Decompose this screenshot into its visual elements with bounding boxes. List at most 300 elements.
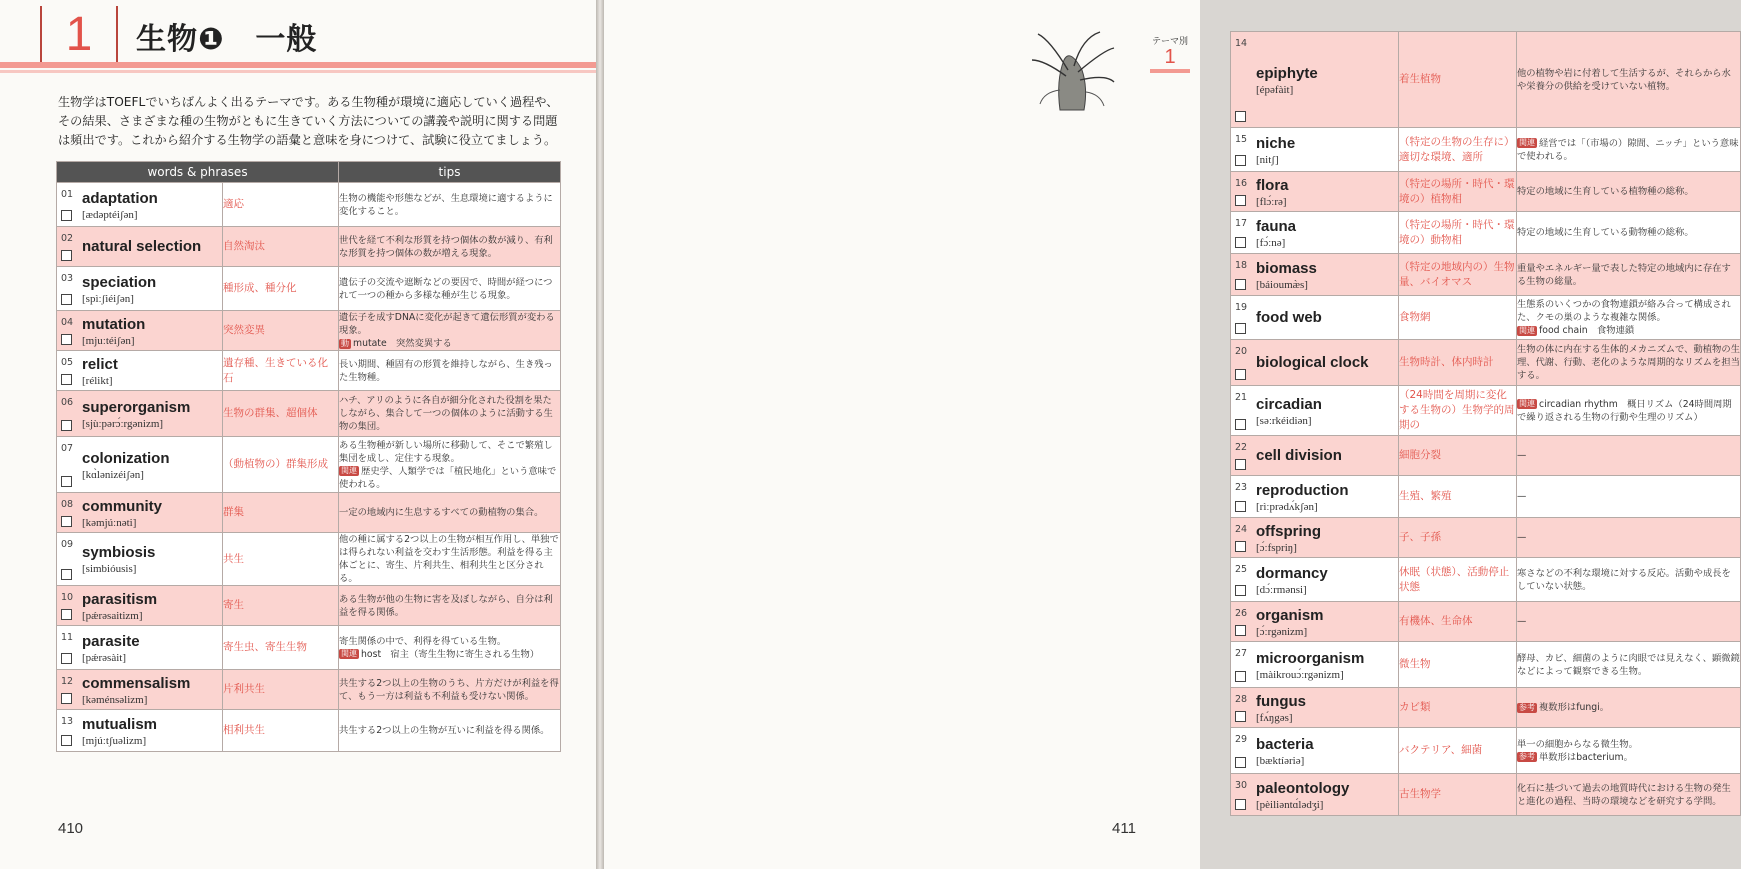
table-row bbox=[1231, 212, 1741, 254]
tips-text: 他の植物や岩に付着して生活するが、それらから水や栄養分の供給を受けていない植物。 bbox=[1517, 67, 1731, 92]
words-header: words & phrases bbox=[57, 162, 339, 183]
chapter-number: 1 bbox=[65, 8, 93, 61]
table-row bbox=[1231, 558, 1741, 602]
pronunciation: [rìːprədʌ́kʃən] bbox=[1256, 500, 1318, 513]
table-row bbox=[1231, 340, 1741, 386]
word-cell bbox=[57, 311, 223, 351]
tips-cell bbox=[339, 710, 561, 752]
book-gutter bbox=[596, 0, 604, 869]
tag-label: 動 bbox=[341, 338, 350, 348]
word-cell bbox=[1231, 386, 1399, 436]
study-checkbox[interactable] bbox=[61, 653, 72, 664]
table-row bbox=[57, 670, 561, 710]
tips-text: — bbox=[1517, 532, 1527, 543]
vocab-word: bacteria bbox=[1256, 735, 1314, 753]
meaning-cell: 生物の群集、超個体 bbox=[223, 391, 339, 437]
word-cell bbox=[1231, 32, 1399, 128]
tips-cell bbox=[1517, 172, 1741, 212]
entry-number: 30 bbox=[1235, 780, 1248, 791]
pronunciation: [ɔ́ːrgənizm] bbox=[1256, 625, 1308, 638]
word-cell bbox=[1231, 642, 1399, 688]
vocab-word: niche bbox=[1256, 134, 1296, 152]
pronunciation: [mjuːtéiʃən] bbox=[82, 334, 135, 347]
word-cell bbox=[1231, 602, 1399, 642]
tips-note bbox=[339, 337, 560, 350]
tips-text: 生態系のいくつかの食物連鎖が絡み合って構成された、クモの巣のような複雑な関係。 bbox=[1517, 299, 1731, 323]
tips-text: 特定の地域に生育している動物種の総称。 bbox=[1517, 227, 1694, 238]
tag-text: circadian rhythm 概日リズム（24時間周期で繰り返される生物の行動や生理のリズム） bbox=[1517, 398, 1732, 423]
word-cell bbox=[57, 493, 223, 533]
tips-text: 生物の機能や形態などが、生息環境に適するように変化すること。 bbox=[339, 192, 553, 217]
word-cell bbox=[1231, 476, 1399, 518]
meaning-cell: 生殖、繁殖 bbox=[1399, 476, 1517, 518]
tips-cell bbox=[1517, 602, 1741, 642]
study-checkbox[interactable] bbox=[1235, 799, 1246, 810]
tips-cell bbox=[1517, 32, 1741, 128]
tips-text: 生物の体に内在する生体的メカニズムで、動植物の生理、代謝、行動、老化のような周期的なリズムを担当する。 bbox=[1517, 344, 1740, 381]
tips-note bbox=[1517, 137, 1740, 163]
entry-number: 09 bbox=[61, 539, 74, 550]
word-cell bbox=[57, 267, 223, 311]
entry-number: 03 bbox=[61, 273, 74, 284]
meaning-cell: 子、子孫 bbox=[1399, 518, 1517, 558]
vocab-word: cell division bbox=[1256, 447, 1342, 464]
tips-text: 酵母、カビ、細菌のように肉眼では見えなく、顕微鏡などによって観察できる生物。 bbox=[1517, 652, 1740, 677]
pronunciation: [épəfàit] bbox=[1256, 83, 1294, 96]
tips-text: ある生物が他の生物に害を及ぼしながら、自分は利益を得る関係。 bbox=[339, 593, 553, 618]
tips-cell bbox=[1517, 518, 1741, 558]
vocab-word: fungus bbox=[1256, 692, 1306, 710]
tips-cell bbox=[1517, 340, 1741, 386]
entry-number: 25 bbox=[1235, 564, 1248, 575]
tips-text: 単一の細胞からなる微生物。 bbox=[1517, 738, 1638, 750]
word-cell bbox=[1231, 128, 1399, 172]
tag-label: 関連 bbox=[341, 649, 358, 658]
pronunciation: [pǽrəsàit] bbox=[82, 651, 126, 664]
vocab-word: flora bbox=[1256, 176, 1289, 194]
pronunciation: [pǽrəsaitizm] bbox=[82, 609, 143, 622]
meaning-cell: （特定の場所・時代・環境の）植物相 bbox=[1399, 172, 1517, 212]
tips-cell bbox=[1517, 728, 1741, 774]
study-checkbox[interactable] bbox=[61, 334, 72, 345]
meaning-cell: バクテリア、細菌 bbox=[1399, 728, 1517, 774]
vocab-word: relict bbox=[82, 355, 118, 373]
tag-text: 単数形はbacterium。 bbox=[1539, 751, 1633, 763]
entry-number: 17 bbox=[1235, 218, 1248, 229]
word-cell bbox=[57, 391, 223, 437]
study-checkbox[interactable] bbox=[1235, 195, 1246, 206]
pronunciation: [kɑ̀lənizéiʃən] bbox=[82, 468, 144, 481]
tips-text: 一定の地域内に生息するすべての動植物の集合。 bbox=[339, 507, 544, 518]
tips-text: 寄生関係の中で、利得を得ている生物。 bbox=[339, 635, 507, 647]
vocab-word: organism bbox=[1256, 606, 1324, 624]
tips-text: 遺伝子を成すDNAに変化が起きて遺伝形質が変わる現象。 bbox=[339, 312, 555, 336]
word-cell bbox=[57, 351, 223, 391]
table-row bbox=[1231, 296, 1741, 340]
tips-cell bbox=[1517, 688, 1741, 728]
pronunciation: [simbióusis] bbox=[82, 563, 137, 575]
study-checkbox[interactable] bbox=[1235, 369, 1246, 380]
entry-number: 14 bbox=[1235, 38, 1248, 49]
meaning-cell: 有機体、生命体 bbox=[1399, 602, 1517, 642]
entry-number: 02 bbox=[61, 233, 74, 244]
table-row bbox=[57, 710, 561, 752]
word-cell bbox=[1231, 340, 1399, 386]
table-row bbox=[57, 267, 561, 311]
tips-cell bbox=[1517, 386, 1741, 436]
study-checkbox[interactable] bbox=[61, 210, 72, 221]
word-cell bbox=[1231, 296, 1399, 340]
theme-tab-rule bbox=[1150, 69, 1190, 73]
study-checkbox[interactable] bbox=[61, 516, 72, 527]
pronunciation: [pèiliəntɑ́lədʒi] bbox=[1256, 798, 1324, 811]
theme-label: テーマ別 bbox=[1151, 37, 1188, 47]
entry-number: 24 bbox=[1235, 524, 1248, 535]
entry-number: 04 bbox=[61, 317, 74, 328]
vocab-word: paleontology bbox=[1256, 779, 1350, 797]
meaning-cell: 突然変異 bbox=[223, 311, 339, 351]
tips-cell bbox=[339, 183, 561, 227]
vocab-word: circadian bbox=[1256, 395, 1322, 413]
left-page bbox=[0, 0, 596, 869]
pronunciation: [mjúːtʃuəlizm] bbox=[82, 734, 147, 747]
study-checkbox[interactable] bbox=[61, 250, 72, 261]
vocab-word: adaptation bbox=[82, 189, 158, 207]
table-row bbox=[1231, 254, 1741, 296]
tips-cell bbox=[1517, 558, 1741, 602]
vocab-word: commensalism bbox=[82, 674, 191, 692]
pronunciation: [nitʃ] bbox=[1256, 153, 1279, 166]
vocab-word: offspring bbox=[1256, 522, 1321, 540]
theme-tab bbox=[1150, 34, 1190, 73]
table-row bbox=[1231, 602, 1741, 642]
entry-number: 16 bbox=[1235, 178, 1248, 189]
tips-cell bbox=[339, 311, 561, 351]
tips-text: 長い期間、種固有の形質を維持しながら、生き残った生物種。 bbox=[339, 358, 553, 383]
vocab-word: biomass bbox=[1256, 259, 1317, 277]
tips-cell bbox=[339, 493, 561, 533]
study-checkbox[interactable] bbox=[1235, 625, 1246, 636]
pronunciation: [bæktíəriə] bbox=[1256, 754, 1305, 767]
pronunciation: [rélikt] bbox=[82, 374, 113, 387]
table-row bbox=[1231, 128, 1741, 172]
study-checkbox[interactable] bbox=[61, 294, 72, 305]
meaning-cell: （特定の場所・時代・環境の）動物相 bbox=[1399, 212, 1517, 254]
theme-number: 1 bbox=[1164, 46, 1176, 68]
entry-number: 19 bbox=[1235, 302, 1248, 313]
word-cell bbox=[1231, 774, 1399, 816]
tips-note bbox=[1517, 751, 1740, 764]
vocab-table-right bbox=[1230, 31, 1741, 816]
meaning-cell: （動植物の）群集形成 bbox=[223, 437, 339, 493]
meaning-cell: 着生植物 bbox=[1399, 32, 1517, 128]
study-checkbox[interactable] bbox=[1235, 419, 1246, 430]
table-row bbox=[57, 493, 561, 533]
study-checkbox[interactable] bbox=[1235, 757, 1246, 768]
epiphyte-plant-illustration bbox=[1030, 30, 1116, 112]
entry-number: 13 bbox=[61, 716, 74, 727]
vocab-word: dormancy bbox=[1256, 564, 1328, 582]
meaning-cell: 適応 bbox=[223, 183, 339, 227]
page-number-left: 410 bbox=[58, 820, 84, 837]
pronunciation: [spìːʃiéiʃən] bbox=[82, 292, 134, 305]
tips-text: — bbox=[1517, 450, 1527, 461]
word-cell bbox=[57, 586, 223, 626]
intro-text: 生物学はTOEFLでいちばんよく出るテーマです。ある生物種が環境に適応していく過程や、その結果、さまざまな種の生物がともに生きていく方法についての講義や説明に関する問題は頻出です。これから紹介する生物学の語彙と意味を身につけて、試験に役立てましょう。 bbox=[58, 95, 559, 147]
word-cell bbox=[57, 183, 223, 227]
meaning-cell: 自然淘汰 bbox=[223, 227, 339, 267]
study-checkbox[interactable] bbox=[61, 476, 72, 487]
pronunciation: [ædəptéiʃən] bbox=[82, 208, 138, 221]
entry-number: 18 bbox=[1235, 260, 1248, 271]
meaning-cell: （特定の地域内の）生物量、バイオマス bbox=[1399, 254, 1517, 296]
table-row bbox=[1231, 774, 1741, 816]
table-row bbox=[1231, 518, 1741, 558]
meaning-cell: 共生 bbox=[223, 533, 339, 586]
meaning-cell: 生物時計、体内時計 bbox=[1399, 340, 1517, 386]
chapter-number-box bbox=[40, 6, 118, 64]
vocab-word: symbiosis bbox=[82, 544, 156, 561]
meaning-cell: 寄生虫、寄生生物 bbox=[223, 626, 339, 670]
tag-label: 関連 bbox=[1519, 399, 1535, 408]
entry-number: 08 bbox=[61, 499, 74, 510]
table-row bbox=[57, 437, 561, 493]
table-row bbox=[1231, 386, 1741, 436]
study-checkbox[interactable] bbox=[1235, 323, 1246, 334]
study-checkbox[interactable] bbox=[1235, 279, 1246, 290]
study-checkbox[interactable] bbox=[1235, 237, 1246, 248]
table-row bbox=[1231, 32, 1741, 128]
study-checkbox[interactable] bbox=[61, 569, 72, 580]
vocab-word: speciation bbox=[82, 273, 157, 291]
tips-text: ある生物種が新しい場所に移動して、そこで繁殖し集団を成し、定住する現象。 bbox=[339, 439, 553, 464]
meaning-cell: （特定の生物の生存に）適切な環境、適所 bbox=[1399, 128, 1517, 172]
vocab-word: parasite bbox=[82, 632, 140, 650]
table-row bbox=[1231, 728, 1741, 774]
vocab-word: reproduction bbox=[1256, 481, 1349, 499]
entry-number: 29 bbox=[1235, 734, 1248, 745]
tips-note bbox=[339, 465, 560, 491]
tag-text: 歴史学、人類学では「植民地化」という意味で使われる。 bbox=[339, 465, 557, 490]
vocab-word: fauna bbox=[1256, 217, 1297, 235]
tips-cell bbox=[1517, 128, 1741, 172]
pronunciation: [fɔ́ːnə] bbox=[1256, 236, 1286, 249]
tag-label: 関連 bbox=[1519, 325, 1535, 335]
vocab-word: epiphyte bbox=[1256, 64, 1318, 82]
word-cell bbox=[57, 227, 223, 267]
study-checkbox[interactable] bbox=[1235, 585, 1246, 596]
page-number-right: 411 bbox=[1112, 820, 1136, 837]
entry-number: 27 bbox=[1235, 648, 1248, 659]
table-row bbox=[57, 351, 561, 391]
tag-label: 関連 bbox=[341, 466, 358, 475]
table-row bbox=[1231, 642, 1741, 688]
entry-number: 28 bbox=[1235, 694, 1248, 705]
study-checkbox[interactable] bbox=[1235, 671, 1246, 682]
pronunciation: [flɔ́ːrə] bbox=[1256, 195, 1287, 208]
tips-cell bbox=[1517, 476, 1741, 518]
word-cell bbox=[1231, 212, 1399, 254]
meaning-cell: 古生物学 bbox=[1399, 774, 1517, 816]
tips-cell bbox=[339, 437, 561, 493]
table-row bbox=[57, 311, 561, 351]
tag-text: food chain 食物連鎖 bbox=[1539, 325, 1635, 336]
entry-number: 07 bbox=[61, 443, 74, 454]
entry-number: 12 bbox=[61, 676, 74, 687]
vocab-word: superorganism bbox=[82, 398, 191, 416]
word-cell bbox=[57, 437, 223, 493]
word-cell bbox=[1231, 558, 1399, 602]
pronunciation: [kəmjúːnəti] bbox=[82, 516, 137, 529]
tips-text: 重量やエネルギー量で表した特定の地域内に存在する生物の総量。 bbox=[1517, 262, 1731, 287]
entry-number: 26 bbox=[1235, 608, 1248, 619]
vocab-word: microorganism bbox=[1256, 649, 1365, 667]
table-row bbox=[1231, 476, 1741, 518]
vocab-word: mutualism bbox=[82, 715, 158, 733]
study-checkbox[interactable] bbox=[61, 420, 72, 431]
table-row bbox=[57, 626, 561, 670]
tips-cell bbox=[339, 670, 561, 710]
entry-number: 06 bbox=[61, 397, 74, 408]
word-cell bbox=[57, 533, 223, 586]
chapter-header bbox=[0, 6, 596, 64]
entry-number: 21 bbox=[1235, 392, 1248, 403]
entry-number: 01 bbox=[61, 189, 74, 200]
tag-text: 経営では「（市場の）隙間、ニッチ」という意味で使われる。 bbox=[1517, 137, 1739, 162]
tips-header: tips bbox=[339, 162, 561, 183]
vocab-word: food web bbox=[1256, 309, 1322, 326]
study-checkbox[interactable] bbox=[61, 693, 72, 704]
entry-number: 20 bbox=[1235, 346, 1248, 357]
tips-cell bbox=[339, 533, 561, 586]
table-row bbox=[57, 586, 561, 626]
study-checkbox[interactable] bbox=[1235, 155, 1246, 166]
tips-cell bbox=[1517, 296, 1741, 340]
tips-note bbox=[1517, 324, 1740, 337]
meaning-cell: 種形成、種分化 bbox=[223, 267, 339, 311]
vocab-word: community bbox=[82, 497, 163, 515]
meaning-cell: 遺存種、生きている化石 bbox=[223, 351, 339, 391]
vocab-word: biological clock bbox=[1256, 354, 1369, 371]
meaning-cell: 休眠（状態）、活動停止状態 bbox=[1399, 558, 1517, 602]
tips-cell bbox=[339, 626, 561, 670]
tips-text: 共生する2つ以上の生物が互いに利益を得る関係。 bbox=[339, 725, 550, 736]
study-checkbox[interactable] bbox=[61, 735, 72, 746]
tips-cell bbox=[339, 351, 561, 391]
pronunciation: [səːrkéidiən] bbox=[1256, 414, 1312, 427]
word-cell bbox=[1231, 688, 1399, 728]
table-header-row bbox=[57, 162, 561, 183]
word-cell bbox=[57, 626, 223, 670]
pronunciation: [ɔ́ːfspriŋ] bbox=[1256, 541, 1297, 554]
meaning-cell: 相利共生 bbox=[223, 710, 339, 752]
word-cell bbox=[1231, 172, 1399, 212]
tips-cell bbox=[1517, 436, 1741, 476]
tag-text: mutate 突然変異する bbox=[353, 338, 452, 349]
meaning-cell: 微生物 bbox=[1399, 642, 1517, 688]
pronunciation: [dɔ́ːrmənsi] bbox=[1256, 583, 1307, 596]
tips-note bbox=[1517, 398, 1740, 424]
tips-text: — bbox=[1517, 616, 1527, 627]
table-row bbox=[1231, 436, 1741, 476]
word-cell bbox=[1231, 518, 1399, 558]
header-rule bbox=[0, 62, 596, 68]
study-checkbox[interactable] bbox=[1235, 541, 1246, 552]
study-checkbox[interactable] bbox=[1235, 501, 1246, 512]
word-cell bbox=[1231, 728, 1399, 774]
table-row bbox=[1231, 688, 1741, 728]
tips-cell bbox=[339, 586, 561, 626]
study-checkbox[interactable] bbox=[61, 374, 72, 385]
tips-cell bbox=[1517, 774, 1741, 816]
tag-text: host 宿主（寄生生物に寄生される生物） bbox=[361, 648, 540, 660]
vocab-word: natural selection bbox=[82, 238, 202, 255]
vocab-rows-right bbox=[1231, 32, 1741, 816]
tips-cell bbox=[1517, 212, 1741, 254]
meaning-cell: 群集 bbox=[223, 493, 339, 533]
tips-cell bbox=[339, 267, 561, 311]
tips-text: 他の種に属する2つ以上の生物が相互作用し、単独では得られない利益を交わす生活形態。利益を得る主体ごとに、寄生、片利共生、相利共生と区分される。 bbox=[339, 534, 559, 584]
vocab-word: parasitism bbox=[82, 590, 158, 608]
pronunciation: [báioumæ̀s] bbox=[1256, 278, 1308, 291]
tips-text: ハチ、アリのように各自が細分化された役割を果たしながら、集合して一つの個体のように活動する生物の集団。 bbox=[339, 395, 553, 432]
entry-number: 22 bbox=[1235, 442, 1248, 453]
tag-text: 複数形はfungi。 bbox=[1539, 702, 1610, 713]
table-row bbox=[1231, 172, 1741, 212]
meaning-cell: カビ類 bbox=[1399, 688, 1517, 728]
meaning-cell: 食物網 bbox=[1399, 296, 1517, 340]
tips-text: 特定の地域に生育している植物種の総称。 bbox=[1517, 186, 1694, 197]
tips-text: 寒さなどの不利な環境に対する反応。活動や成長をしていない状態。 bbox=[1517, 567, 1731, 592]
tips-text: 化石に基づいて過去の地質時代における生物の発生と進化の過程、当時の環境などを研究する学問。 bbox=[1517, 782, 1731, 807]
study-checkbox[interactable] bbox=[1235, 111, 1246, 122]
table-row bbox=[57, 533, 561, 586]
entry-number: 05 bbox=[61, 357, 74, 368]
chapter-title: 生物❶ 一般 bbox=[136, 22, 318, 57]
word-cell bbox=[1231, 436, 1399, 476]
entry-number: 10 bbox=[61, 592, 74, 603]
pronunciation: [kəménsəlizm] bbox=[82, 693, 148, 706]
right-page bbox=[604, 0, 1740, 869]
vocab-rows-left bbox=[57, 183, 561, 752]
tips-cell bbox=[339, 391, 561, 437]
entry-number: 23 bbox=[1235, 482, 1248, 493]
tips-text: 共生する2つ以上の生物のうち、片方だけが利益を得て、もう一方は利益も不利益も受けない関係。 bbox=[339, 677, 559, 702]
meaning-cell: （24時間を周期に変化する生物の）生物学的周期の bbox=[1399, 386, 1517, 436]
tag-label: 関連 bbox=[1519, 138, 1535, 147]
meaning-cell: 片利共生 bbox=[223, 670, 339, 710]
tips-text: 世代を経て不利な形質を持つ個体の数が減り、有利な形質を持つ個体の数が増える現象。 bbox=[339, 234, 553, 259]
meaning-cell: 寄生 bbox=[223, 586, 339, 626]
tips-note bbox=[1517, 701, 1740, 714]
tag-label: 参考 bbox=[1519, 702, 1535, 712]
study-checkbox[interactable] bbox=[1235, 711, 1246, 722]
word-cell bbox=[1231, 254, 1399, 296]
tag-label: 参考 bbox=[1519, 752, 1535, 761]
word-cell bbox=[57, 710, 223, 752]
meaning-cell: 細胞分裂 bbox=[1399, 436, 1517, 476]
tips-cell bbox=[1517, 642, 1741, 688]
study-checkbox[interactable] bbox=[1235, 459, 1246, 470]
tips-text: 遺伝子の交流や遮断などの要因で、時間が経つにつれて一つの種から多様な種が生じる現象。 bbox=[339, 276, 553, 301]
pronunciation: [fʌ́ŋgəs] bbox=[1256, 711, 1293, 724]
table-row bbox=[57, 227, 561, 267]
entry-number: 15 bbox=[1235, 134, 1248, 145]
tips-note bbox=[339, 648, 560, 661]
word-cell bbox=[57, 670, 223, 710]
study-checkbox[interactable] bbox=[61, 609, 72, 620]
header-rule-light bbox=[0, 70, 596, 73]
